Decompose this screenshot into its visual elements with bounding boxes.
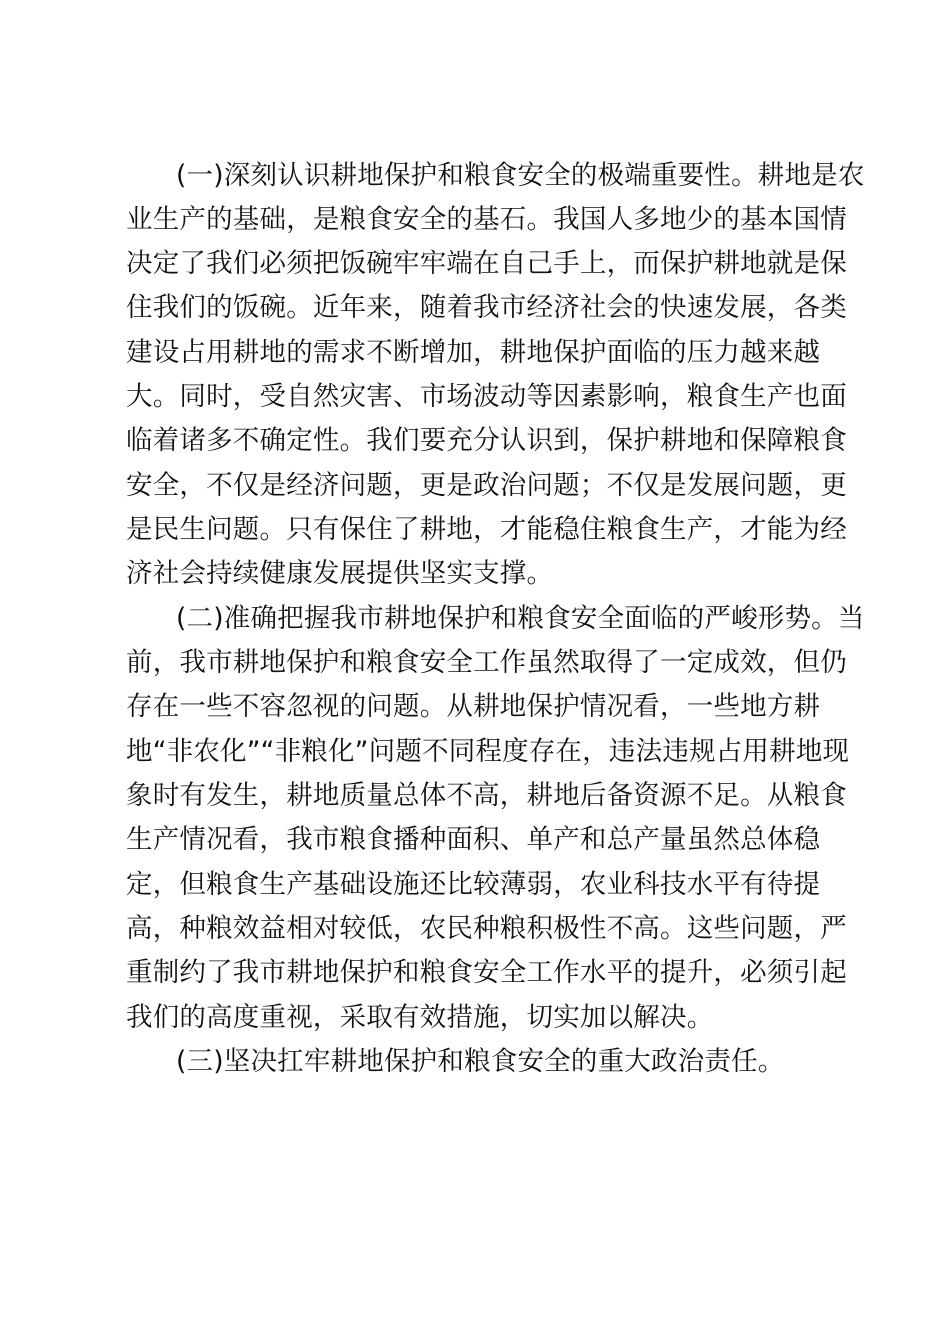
paragraph-1-line-8: 安全，不仅是经济问题，更是政治问题；不仅是发展问题，更 bbox=[126, 470, 847, 501]
paragraph-1-line-10: 济社会持续健康发展提供坚实支撑。 bbox=[126, 558, 554, 589]
paragraph-2-line-10: 我们的高度重视，采取有效措施，切实加以解决。 bbox=[126, 1002, 714, 1033]
paragraph-1-line-5: 建设占用耕地的需求不断增加，耕地保护面临的压力越来越 bbox=[126, 337, 821, 368]
paragraph-3-line-1: (三)坚决扛牢耕地保护和粮食安全的重大政治责任。 bbox=[176, 1046, 785, 1077]
paragraph-1-line-3: 决定了我们必须把饭碗牢牢端在自己手上，而保护耕地就是保 bbox=[126, 248, 847, 279]
paragraph-2-line-3: 存在一些不容忽视的问题。从耕地保护情况看，一些地方耕 bbox=[126, 691, 821, 722]
paragraph-2-line-8: 高，种粮效益相对较低，农民种粮积极性不高。这些问题，严 bbox=[126, 913, 847, 944]
paragraph-2-line-2: 前，我市耕地保护和粮食安全工作虽然取得了一定成效，但仍 bbox=[126, 647, 847, 678]
paragraph-2-line-4: 地“非农化”“非粮化”问题不同程度存在，违法违规占用耕地现 bbox=[126, 736, 850, 767]
paragraph-1-line-4: 住我们的饭碗。近年来，随着我市经济社会的快速发展，各类 bbox=[126, 292, 847, 323]
paragraph-1-line-6: 大。同时，受自然灾害、市场波动等因素影响，粮食生产也面 bbox=[126, 381, 847, 412]
paragraph-1-line-7: 临着诸多不确定性。我们要充分认识到，保护耕地和保障粮食 bbox=[126, 425, 847, 456]
paragraph-2-line-5: 象时有发生，耕地质量总体不高，耕地后备资源不足。从粮食 bbox=[126, 780, 847, 811]
paragraph-2-line-9: 重制约了我市耕地保护和粮食安全工作水平的提升，必须引起 bbox=[126, 957, 847, 988]
paragraph-1-line-9: 是民生问题。只有保住了耕地，才能稳住粮食生产，才能为经 bbox=[126, 514, 847, 545]
paragraph-2-line-7: 定，但粮食生产基础设施还比较薄弱，农业科技水平有待提 bbox=[126, 869, 821, 900]
paragraph-1-line-2: 业生产的基础，是粮食安全的基石。我国人多地少的基本国情 bbox=[126, 204, 847, 235]
paragraph-2-line-6: 生产情况看，我市粮食播种面积、单产和总产量虽然总体稳 bbox=[126, 824, 821, 855]
paragraph-2-line-1: (二)准确把握我市耕地保护和粮食安全面临的严峻形势。当 bbox=[176, 603, 865, 634]
paragraph-1-line-1: (一)深刻认识耕地保护和粮食安全的极端重要性。耕地是农 bbox=[176, 160, 865, 191]
